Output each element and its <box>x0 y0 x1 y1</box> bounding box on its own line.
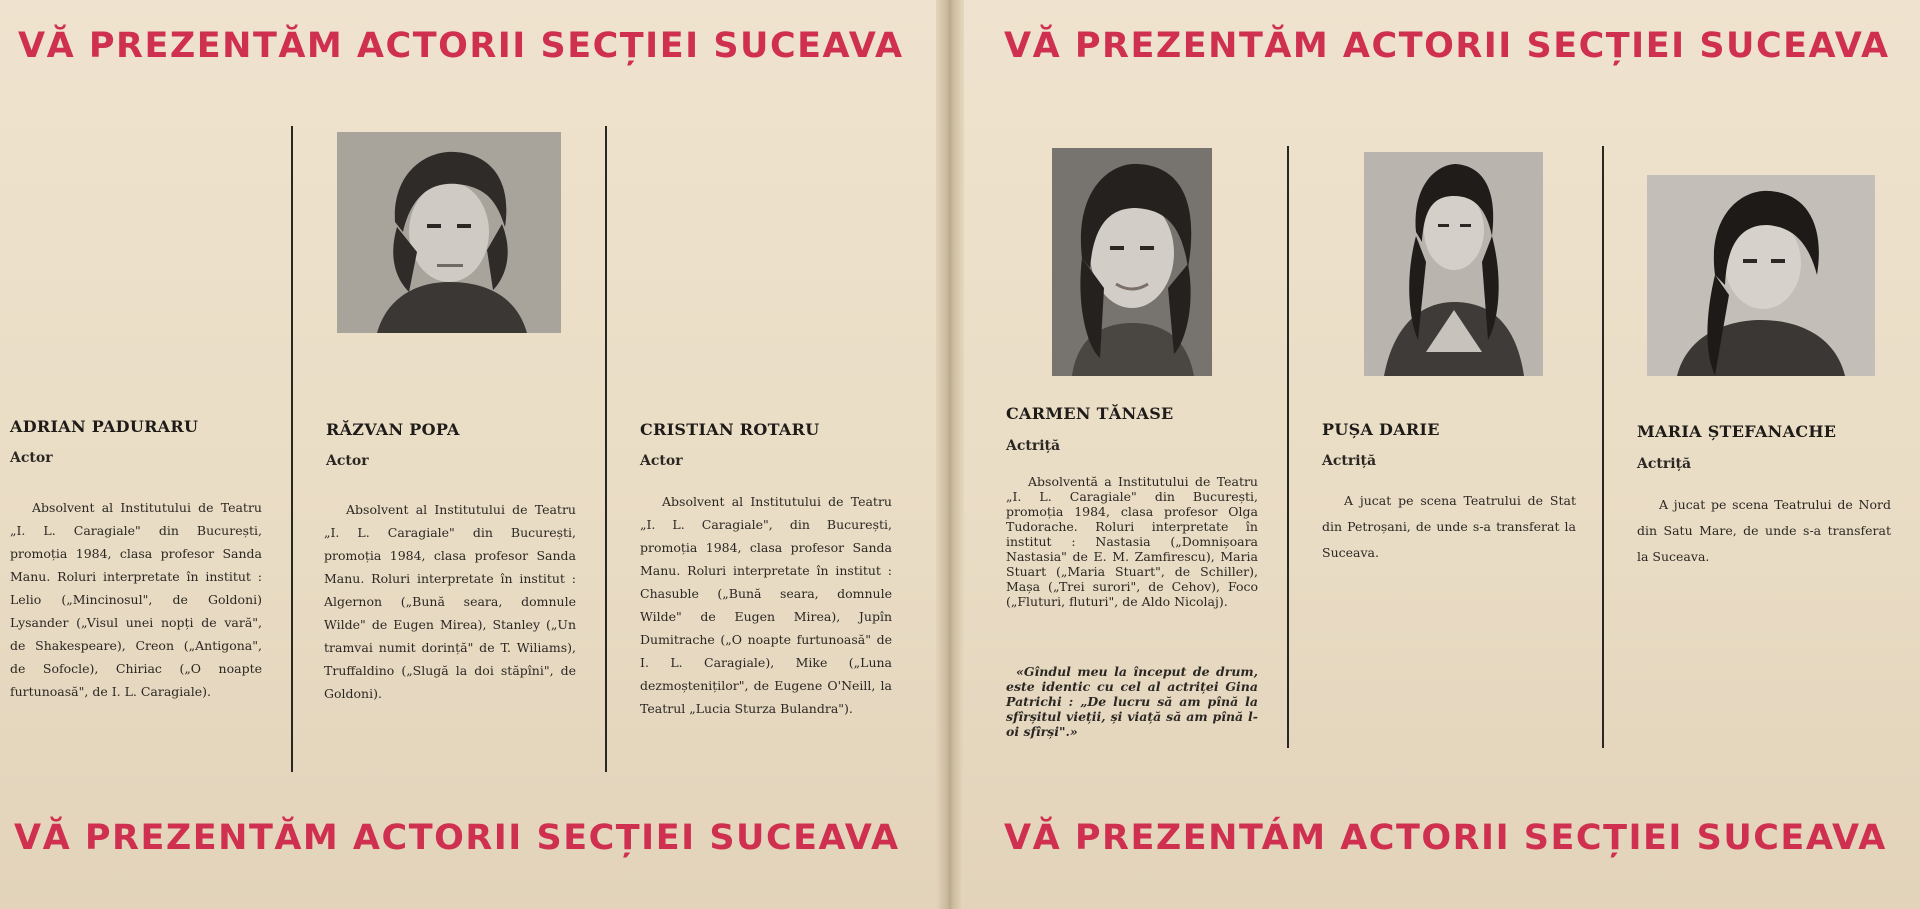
actor-role: Actriță <box>1322 453 1377 469</box>
banner-top-right: VĂ PREZENTĂM ACTORII SECȚIEI SUCEAVA <box>1004 26 1890 66</box>
column-divider <box>1602 146 1604 748</box>
actor-role: Actor <box>326 453 369 469</box>
column-divider <box>1287 146 1289 748</box>
actor-bio: A jucat pe scena Teatrului de Stat din Petroșani, de unde s-a transferat la Suceava. <box>1322 493 1576 560</box>
portrait-pusa-darie <box>1364 152 1543 376</box>
banner-bottom-right: VĂ PREZENTÁM ACTORII SECȚIEI SUCEAVA <box>1004 818 1887 858</box>
actor-quote: «Gîndul meu la început de drum, este identic cu cel al actriței Gina Patrichi : „De lucru să am pînă la sfîrșitul vieții, și viață să am pînă l-oi sfîrși".» <box>1006 664 1258 739</box>
actor-name: ADRIAN PADURARU <box>10 417 199 436</box>
actor-bio: Absolvent al Institutului de Teatru „I. L. Caragiale" din București, promoția 1984, clasa profesor Sanda Manu. Roluri interpretate în institut : Lelio („Mincinosul", de Goldoni) Lysander („Visul unei nopți de vară", de Shakespeare), Creon („Antigona", de Sofocle), Chiriac („O noapte furtunoasă", de I. L. Caragiale). <box>10 500 262 699</box>
actor-name: CARMEN TĂNASE <box>1006 404 1174 423</box>
actor-name: RĂZVAN POPA <box>326 420 460 439</box>
actor-bio: Absolventă a Institutului de Teatru „I. L. Caragiale" din București, promoția 1984, clasa profesor Olga Tudorache. Roluri interpretate în institut : Nastasia („Domnișoara Nastasia" de E. M. Zamfirescu), Maria Stuart („Maria Stuart", de Schiller), Mașa („Trei surori", de Cehov), Foco („Fluturi, fluturi", de Aldo Nicolaj). <box>1006 474 1258 609</box>
portrait-razvan-popa <box>337 132 561 333</box>
book-gutter <box>936 0 964 909</box>
banner-top-left: VĂ PREZENTĂM ACTORII SECȚIEI SUCEAVA <box>18 26 904 66</box>
actor-bio: Absolvent al Institutului de Teatru „I. L. Caragiale" din București, promoția 1984, clasa profesor Sanda Manu. Roluri interpretate în institut : Algernon („Bună seara, domnule Wilde" de Eugen Mirea), Stanley („Un tramvai numit dorință" de T. Wiliams), Truffaldino („Slugă la doi stăpîni", de Goldoni). <box>324 502 576 701</box>
actor-role: Actor <box>10 450 53 466</box>
actor-name: PUȘA DARIE <box>1322 420 1440 439</box>
portrait-carmen-tanase <box>1052 148 1212 376</box>
right-page <box>954 0 1920 909</box>
actor-role: Actriță <box>1006 438 1061 454</box>
portrait-maria-stefanache <box>1647 175 1875 376</box>
actor-role: Actor <box>640 453 683 469</box>
actor-bio: A jucat pe scena Teatrului de Nord din Satu Mare, de unde s-a transferat la Suceava. <box>1637 497 1891 564</box>
actor-bio: Absolvent al Institutului de Teatru „I. L. Caragiale", din București, promoția 1984, clasa profesor Sanda Manu. Roluri interpretate în institut : Chasuble („Bună seara, domnule Wilde" de Eugen Mirea), Jupîn Dumitrache („O noapte furtunoasă" de I. L. Caragiale), Mike („Luna dezmoșteniților", de Eugene O'Neill, la Teatrul „Lucia Sturza Bulandra"). <box>640 494 892 716</box>
actor-name: MARIA ȘTEFANACHE <box>1637 422 1837 441</box>
actor-name: CRISTIAN ROTARU <box>640 420 820 439</box>
column-divider <box>605 126 607 772</box>
actor-role: Actriță <box>1637 456 1692 472</box>
column-divider <box>291 126 293 772</box>
banner-bottom-left: VĂ PREZENTĂM ACTORII SECȚIEI SUCEAVA <box>14 818 900 858</box>
